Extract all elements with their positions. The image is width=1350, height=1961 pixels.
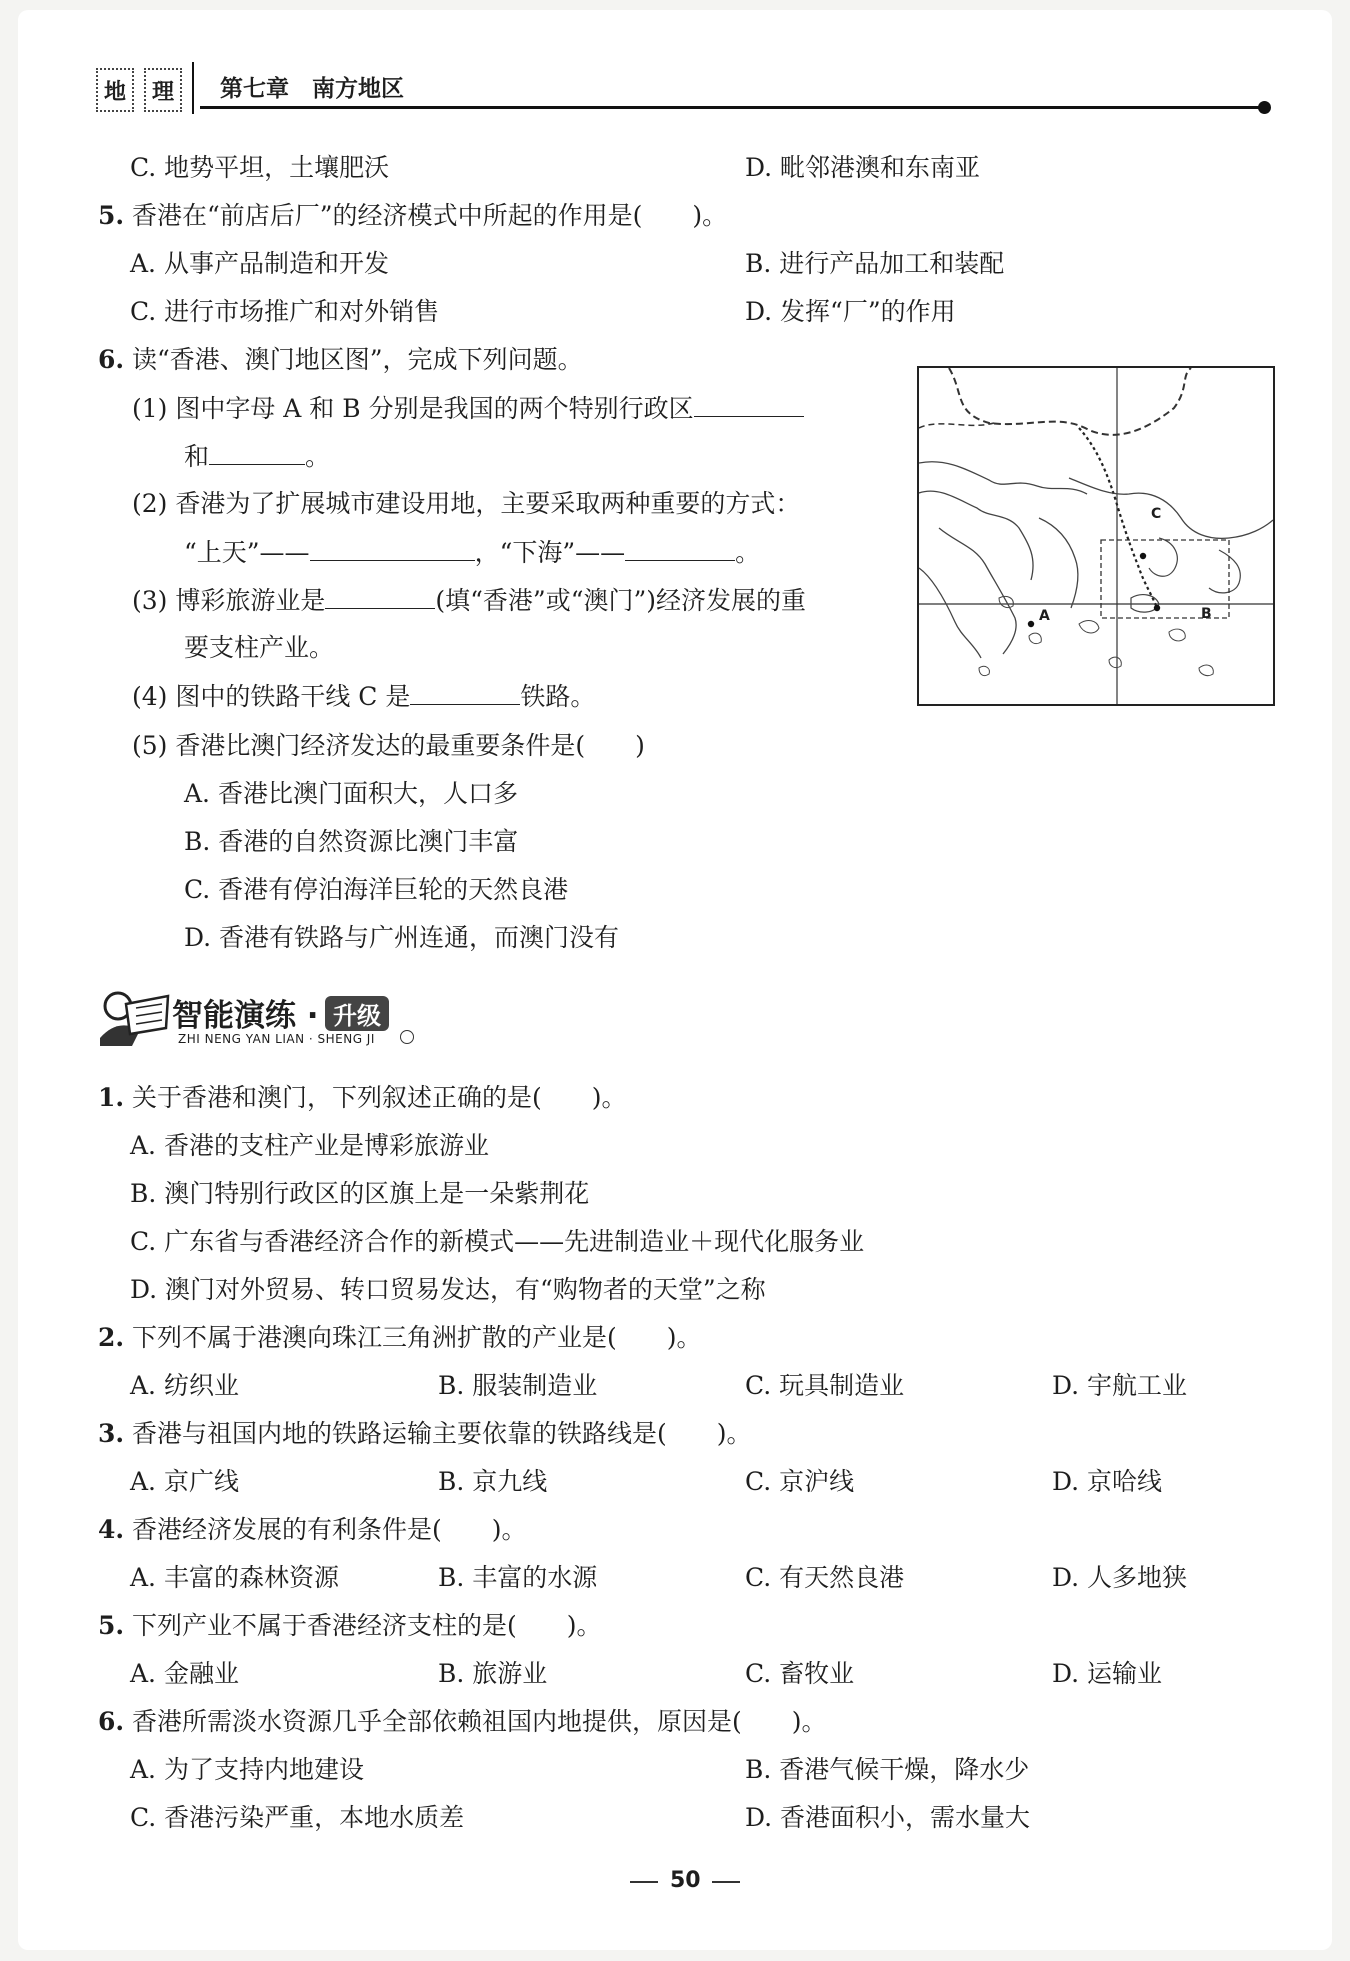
header-rule-end-dot: [1258, 101, 1271, 114]
q6-stem: 读“香港、澳门地区图”，完成下列问题。: [132, 345, 583, 374]
q6-part2-line1: (2) 香港为了扩展城市建设用地，主要采取两种重要的方式：: [132, 489, 801, 518]
subject-char-2: 理: [144, 68, 182, 112]
section-badge: 升级: [325, 996, 389, 1031]
page-number-dash-right: [712, 1881, 740, 1883]
practice-3-number: 3.: [98, 1419, 125, 1448]
practice-5-option-c: C. 畜牧业: [745, 1659, 855, 1688]
practice-1-option-d: D. 澳门对外贸易、转口贸易发达，有“购物者的天堂”之称: [130, 1275, 766, 1304]
practice-4-number: 4.: [98, 1515, 125, 1544]
q5-option-a: A. 从事产品制造和开发: [130, 249, 389, 278]
q6-part2-up: “上天”——: [184, 538, 310, 567]
practice-2-stem: 下列不属于港澳向珠江三角洲扩散的产业是( )。: [132, 1323, 702, 1352]
prev-option-d: D. 毗邻港澳和东南亚: [745, 153, 981, 182]
q6-part3-line2: 要支柱产业。: [184, 633, 335, 662]
practice-6-option-b: B. 香港气候干燥，降水少: [745, 1755, 1030, 1784]
practice-6-number: 6.: [98, 1707, 125, 1736]
practice-3-option-d: D. 京哈线: [1052, 1467, 1163, 1496]
q5-option-d: D. 发挥“厂”的作用: [745, 297, 956, 326]
practice-2-option-b: B. 服装制造业: [438, 1371, 598, 1400]
section-pinyin: ZHI NENG YAN LIAN · SHENG JI: [178, 1032, 375, 1046]
q6-part1-blank-b[interactable]: [209, 440, 305, 465]
map-label-c: C: [1151, 506, 1162, 522]
section-ring-icon: [400, 1030, 414, 1044]
chapter-title: 第七章 南方地区: [220, 75, 404, 102]
practice-4-stem: 香港经济发展的有利条件是( )。: [132, 1515, 527, 1544]
practice-6-option-a: A. 为了支持内地建设: [130, 1755, 364, 1784]
map-label-b: B: [1201, 606, 1212, 622]
practice-4-option-d: D. 人多地狭: [1052, 1563, 1188, 1592]
reading-person-icon: [96, 984, 174, 1050]
q6-part1-end: 。: [305, 442, 331, 471]
section-title: 智能演练 ·: [172, 998, 319, 1034]
practice-1-number: 1.: [98, 1083, 125, 1112]
q6-part2-end: 。: [735, 538, 761, 567]
q5-option-b: B. 进行产品加工和装配: [745, 249, 1005, 278]
q5-option-c: C. 进行市场推广和对外销售: [130, 297, 440, 326]
practice-1-stem: 关于香港和澳门，下列叙述正确的是( )。: [132, 1083, 627, 1112]
q6-part1-line1: [132, 392, 804, 425]
practice-2-option-a: A. 纺织业: [130, 1371, 239, 1400]
page-number: 50: [670, 1868, 701, 1893]
practice-3-option-c: C. 京沪线: [745, 1467, 855, 1496]
q6-part5-option-d: D. 香港有铁路与广州连通，而澳门没有: [184, 923, 620, 952]
practice-6-option-d: D. 香港面积小，需水量大: [745, 1803, 1031, 1832]
q6-part4-text-b: 铁路。: [520, 682, 596, 711]
q6-part4: [132, 680, 595, 713]
q6-part1-and: 和: [184, 442, 210, 471]
q6-part2-blank-a[interactable]: [310, 536, 475, 561]
practice-5-number: 5.: [98, 1611, 125, 1640]
practice-5-option-a: A. 金融业: [130, 1659, 239, 1688]
practice-2-number: 2.: [98, 1323, 125, 1352]
practice-3-option-b: B. 京九线: [438, 1467, 548, 1496]
q6-part1-text: (1) 图中字母 A 和 B 分别是我国的两个特别行政区: [132, 394, 694, 423]
header-divider: [192, 62, 194, 114]
q6-part4-text-a: (4) 图中的铁路干线 C 是: [132, 682, 411, 711]
q6-part3-text-a: (3) 博彩旅游业是: [132, 586, 326, 615]
header-rule: [200, 106, 1260, 109]
practice-3-stem: 香港与祖国内地的铁路运输主要依靠的铁路线是( )。: [132, 1419, 752, 1448]
practice-3-option-a: A. 京广线: [130, 1467, 239, 1496]
practice-5-option-d: D. 运输业: [1052, 1659, 1163, 1688]
q6-part5-option-a: A. 香港比澳门面积大，人口多: [184, 779, 518, 808]
practice-5-option-b: B. 旅游业: [438, 1659, 548, 1688]
practice-6-option-c: C. 香港污染严重，本地水质差: [130, 1803, 465, 1832]
map-drawing: [919, 368, 1273, 704]
q6-part4-blank[interactable]: [410, 680, 520, 705]
q6-part3-text-b: (填“香港”或“澳门”)经济发展的重: [435, 586, 807, 615]
practice-1-option-b: B. 澳门特别行政区的区旗上是一朵紫荆花: [130, 1179, 590, 1208]
q5-number: 5.: [98, 201, 125, 230]
page-number-dash-left: [630, 1881, 658, 1883]
subject-char-1: 地: [96, 68, 134, 112]
practice-1-option-c: C. 广东省与香港经济合作的新模式——先进制造业＋现代化服务业: [130, 1227, 865, 1256]
practice-4-option-a: A. 丰富的森林资源: [130, 1563, 339, 1592]
q6-part3-line1: [132, 584, 806, 617]
practice-4-option-b: B. 丰富的水源: [438, 1563, 598, 1592]
q6-part1-line2: [184, 440, 330, 473]
hk-macau-map: [917, 366, 1275, 706]
map-label-a: A: [1039, 608, 1050, 624]
practice-4-option-c: C. 有天然良港: [745, 1563, 905, 1592]
q6-part2-blank-b[interactable]: [625, 536, 735, 561]
q6-part3-blank[interactable]: [325, 584, 435, 609]
q6-part1-blank-a[interactable]: [694, 392, 804, 417]
q6-part5-option-b: B. 香港的自然资源比澳门丰富: [184, 827, 519, 856]
practice-2-option-d: D. 宇航工业: [1052, 1371, 1188, 1400]
practice-1-option-a: A. 香港的支柱产业是博彩旅游业: [130, 1131, 489, 1160]
q6-part2-line2: [184, 536, 760, 569]
q5-stem: 香港在“前店后厂”的经济模式中所起的作用是( )。: [132, 201, 728, 230]
q6-part2-down: ，“下海”——: [474, 538, 626, 567]
practice-5-stem: 下列产业不属于香港经济支柱的是( )。: [132, 1611, 602, 1640]
prev-option-c: C. 地势平坦，土壤肥沃: [130, 153, 390, 182]
practice-6-stem: 香港所需淡水资源几乎全部依赖祖国内地提供，原因是( )。: [132, 1707, 827, 1736]
practice-2-option-c: C. 玩具制造业: [745, 1371, 905, 1400]
q6-part5-option-c: C. 香港有停泊海洋巨轮的天然良港: [184, 875, 569, 904]
q6-number: 6.: [98, 345, 125, 374]
q6-part5-stem: (5) 香港比澳门经济发达的最重要条件是( ): [132, 731, 645, 760]
